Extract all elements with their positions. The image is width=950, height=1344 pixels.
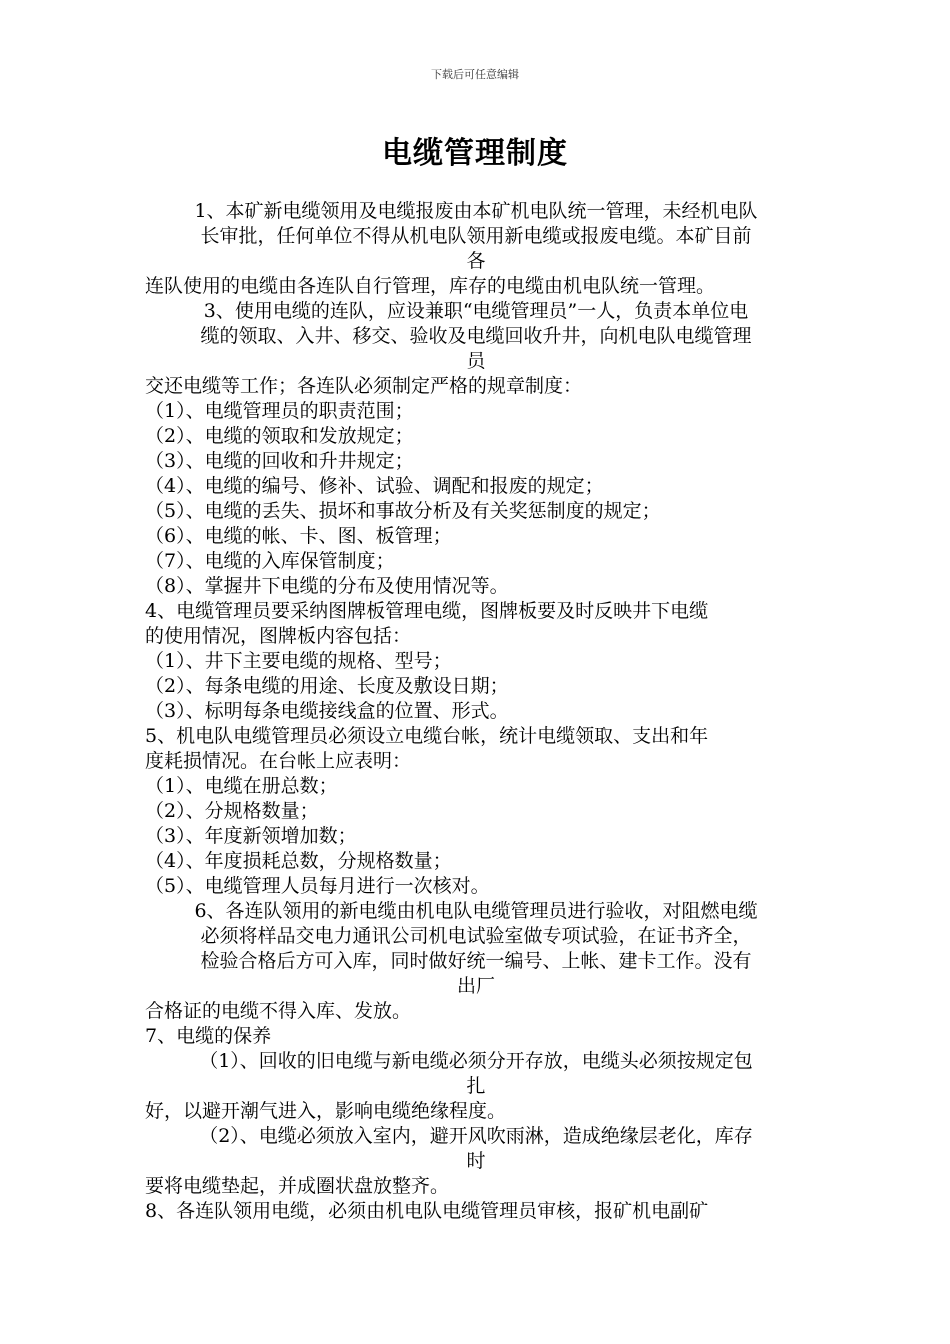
text-line: 检验合格后方可入库，同时做好统一编号、上帐、建卡工作。没有 (200, 950, 752, 972)
text-line: （2）、每条电缆的用途、长度及敷设日期； (145, 675, 509, 697)
text-line: （5）、电缆的丢失、损坏和事故分析及有关奖惩制度的规定； (145, 500, 661, 522)
text-line: （1）、电缆在册总数； (145, 775, 338, 797)
text-line: （6）、电缆的帐、卡、图、板管理； (145, 525, 452, 547)
text-line: （1）、电缆管理员的职责范围； (145, 400, 414, 422)
text-line: 缆的领取、入井、移交、验收及电缆回收升井，向机电队电缆管理 (200, 325, 752, 347)
text-line: 8、各连队领用电缆，必须由机电队电缆管理员审核，报矿机电副矿 (145, 1200, 709, 1222)
text-line: 5、机电队电缆管理员必须设立电缆台帐，统计电缆领取、支出和年 (145, 725, 709, 747)
text-line: 1、本矿新电缆领用及电缆报废由本矿机电队统一管理，未经机电队 (194, 200, 758, 222)
text-line: 度耗损情况。在台帐上应表明： (145, 750, 412, 772)
text-line: （7）、电缆的入库保管制度； (145, 550, 395, 572)
text-line: 6、各连队领用的新电缆由机电队电缆管理员进行验收，对阻燃电缆 (194, 900, 758, 922)
text-line: 7、电缆的保养 (145, 1025, 272, 1047)
text-line: （5）、电缆管理人员每月进行一次核对。 (145, 875, 490, 897)
text-line: 4、电缆管理员要采纳图牌板管理电缆，图牌板要及时反映井下电缆 (145, 600, 709, 622)
text-line: 扎 (466, 1075, 486, 1097)
text-line: 长审批，任何单位不得从机电队领用新电缆或报废电缆。本矿目前 (200, 225, 752, 247)
text-line: （3）、标明每条电缆接线盒的位置、形式。 (145, 700, 509, 722)
text-line: 合格证的电缆不得入库、发放。 (145, 1000, 412, 1022)
text-line: （2）、电缆必须放入室内，避开风吹雨淋，造成绝缘层老化，库存 (199, 1125, 753, 1147)
text-line: （1）、井下主要电缆的规格、型号； (145, 650, 452, 672)
document-body (145, 199, 807, 1224)
text-line: 必须将样品交电力通讯公司机电试验室做专项试验，在证书齐全， (200, 925, 752, 947)
text-line: 好，以避开潮气进入，影响电缆绝缘程度。 (145, 1100, 507, 1122)
text-line: （8）、掌握井下电缆的分布及使用情况等。 (145, 575, 509, 597)
text-line: 3、使用电缆的连队，应设兼职“电缆管理员”一人，负责本单位电 (203, 300, 749, 322)
text-line: （2）、电缆的领取和发放规定； (145, 425, 414, 447)
text-line: （3）、年度新领增加数； (145, 825, 357, 847)
text-line: 时 (466, 1150, 486, 1172)
text-line: 出厂 (456, 975, 495, 997)
text-line: 交还电缆等工作；各连队必须制定严格的规章制度： (145, 375, 583, 397)
text-line: 要将电缆垫起，并成圈状盘放整齐。 (145, 1175, 450, 1197)
text-line: （4）、年度损耗总数，分规格数量； (145, 850, 452, 872)
page-title: 电缆管理制度 (382, 136, 568, 171)
text-line: （3）、电缆的回收和升井规定； (145, 450, 414, 472)
text-line: 员 (466, 350, 486, 372)
header-note: 下载后可任意编辑 (431, 68, 519, 81)
text-line: （1）、回收的旧电缆与新电缆必须分开存放，电缆头必须按规定包 (199, 1050, 753, 1072)
text-line: 的使用情况，图牌板内容包括： (145, 625, 412, 647)
text-line: 各 (466, 250, 486, 272)
text-line: （2）、分规格数量； (145, 800, 319, 822)
text-line: （4）、电缆的编号、修补、试验、调配和报废的规定； (145, 475, 604, 497)
text-line: 连队使用的电缆由各连队自行管理，库存的电缆由机电队统一管理。 (145, 275, 716, 297)
